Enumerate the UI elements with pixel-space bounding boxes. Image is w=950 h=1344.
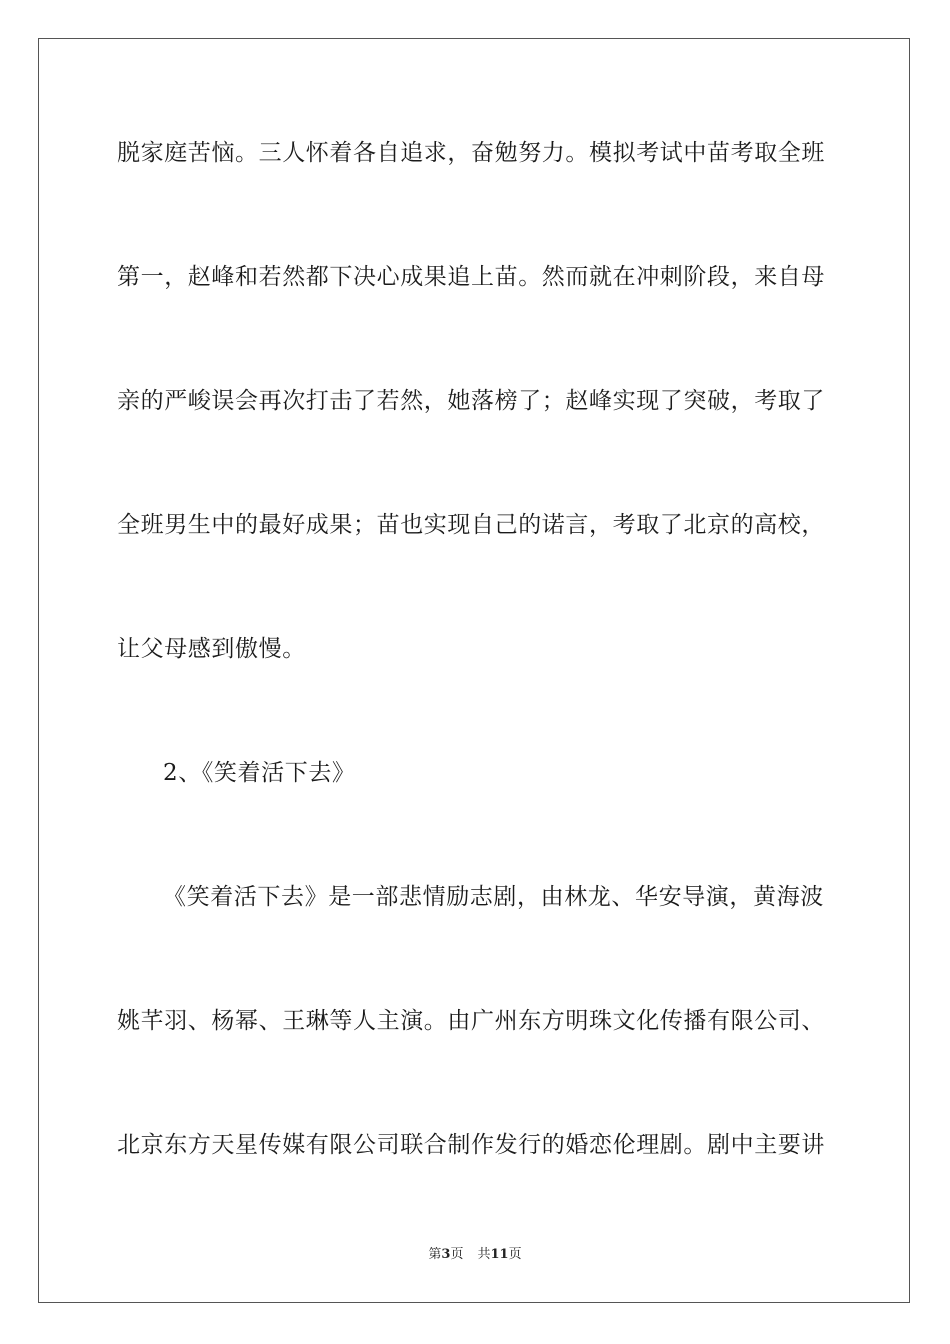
page-border [38,38,910,1303]
total-pages: 11 [490,1247,509,1262]
page-footer [0,1246,950,1264]
section-heading: 2、《笑着活下去》 [163,760,356,786]
page-number: 3 [441,1247,451,1262]
total-suffix: 页 [508,1247,522,1262]
body-text-line-2: 第一，赵峰和若然都下决心成果追上苗。然而就在冲刺阶段，来自母 [117,264,825,290]
page-suffix: 页 [450,1247,464,1262]
body-text-line-7: 姚芊羽、杨幂、王琳等人主演。由广州东方明珠文化传播有限公司、 [117,1008,825,1034]
body-text-line-5: 让父母感到傲慢。 [117,636,306,662]
total-prefix: 共 [477,1247,491,1262]
page-prefix: 第 [428,1247,442,1262]
body-text-line-3: 亲的严峻误会再次打击了若然，她落榜了；赵峰实现了突破，考取了 [117,388,825,414]
body-text-line-4: 全班男生中的最好成果；苗也实现自己的诺言，考取了北京的高校， [117,512,825,538]
body-text-line-1: 脱家庭苦恼。三人怀着各自追求，奋勉努力。模拟考试中苗考取全班 [117,140,825,166]
body-text-line-8: 北京东方天星传媒有限公司联合制作发行的婚恋伦理剧。剧中主要讲 [117,1132,825,1158]
body-text-line-6: 《笑着活下去》是一部悲情励志剧，由林龙、华安导演，黄海波 [163,884,824,910]
